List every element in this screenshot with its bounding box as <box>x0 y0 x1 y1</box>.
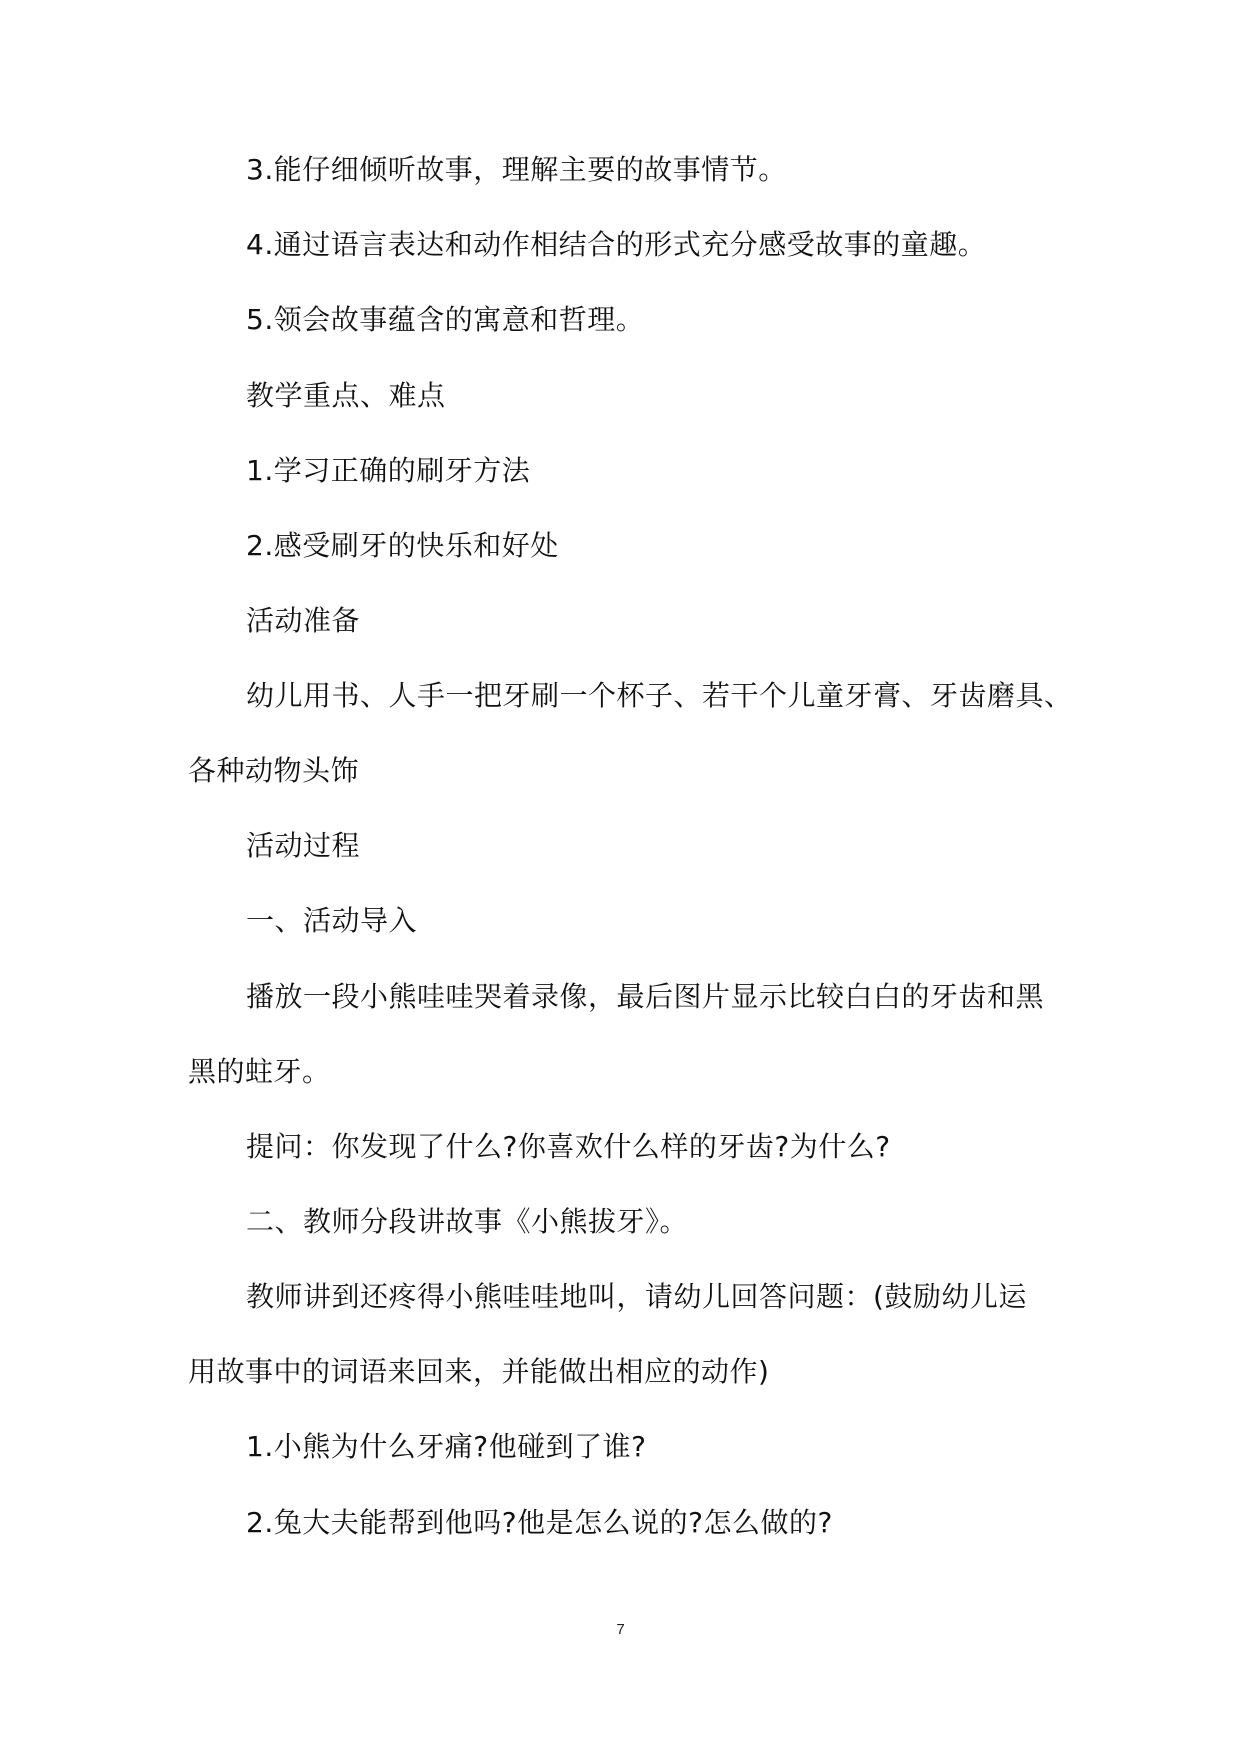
paragraph-preparation-line-2: 各种动物头饰 <box>188 754 360 787</box>
paragraph-question: 提问：你发现了什么?你喜欢什么样的牙齿?为什么? <box>246 1130 891 1163</box>
paragraph-key-point-1: 1.学习正确的刷牙方法 <box>246 454 531 487</box>
paragraph-teacher-line-1: 教师讲到还疼得小熊哇哇地叫，请幼儿回答问题：(鼓励幼儿运 <box>246 1280 1027 1313</box>
paragraph-objective-3: 3.能仔细倾听故事，理解主要的故事情节。 <box>246 153 787 186</box>
paragraph-question-2: 2.兔大夫能帮到他吗?他是怎么说的?怎么做的? <box>246 1506 833 1539</box>
heading-section-2: 二、教师分段讲故事《小熊拔牙》。 <box>246 1205 689 1238</box>
paragraph-key-point-2: 2.感受刷牙的快乐和好处 <box>246 529 559 562</box>
paragraph-question-1: 1.小熊为什么牙痛?他碰到了谁? <box>246 1430 647 1463</box>
heading-section-1: 一、活动导入 <box>246 904 418 937</box>
paragraph-preparation-line-1: 幼儿用书、人手一把牙刷一个杯子、若干个儿童牙膏、牙齿磨具、 <box>246 679 1073 712</box>
paragraph-objective-5: 5.领会故事蕴含的寓意和哲理。 <box>246 303 645 336</box>
paragraph-objective-4: 4.通过语言表达和动作相结合的形式充分感受故事的童趣。 <box>246 228 987 261</box>
heading-key-points: 教学重点、难点 <box>246 379 446 412</box>
paragraph-video-line-1: 播放一段小熊哇哇哭着录像，最后图片显示比较白白的牙齿和黑 <box>246 980 1045 1013</box>
page-number: 7 <box>616 1621 625 1638</box>
paragraph-video-line-2: 黑的蛀牙。 <box>188 1055 331 1088</box>
paragraph-teacher-line-2: 用故事中的词语来回来，并能做出相应的动作) <box>188 1355 770 1388</box>
heading-process: 活动过程 <box>246 829 361 862</box>
heading-preparation: 活动准备 <box>246 604 361 637</box>
